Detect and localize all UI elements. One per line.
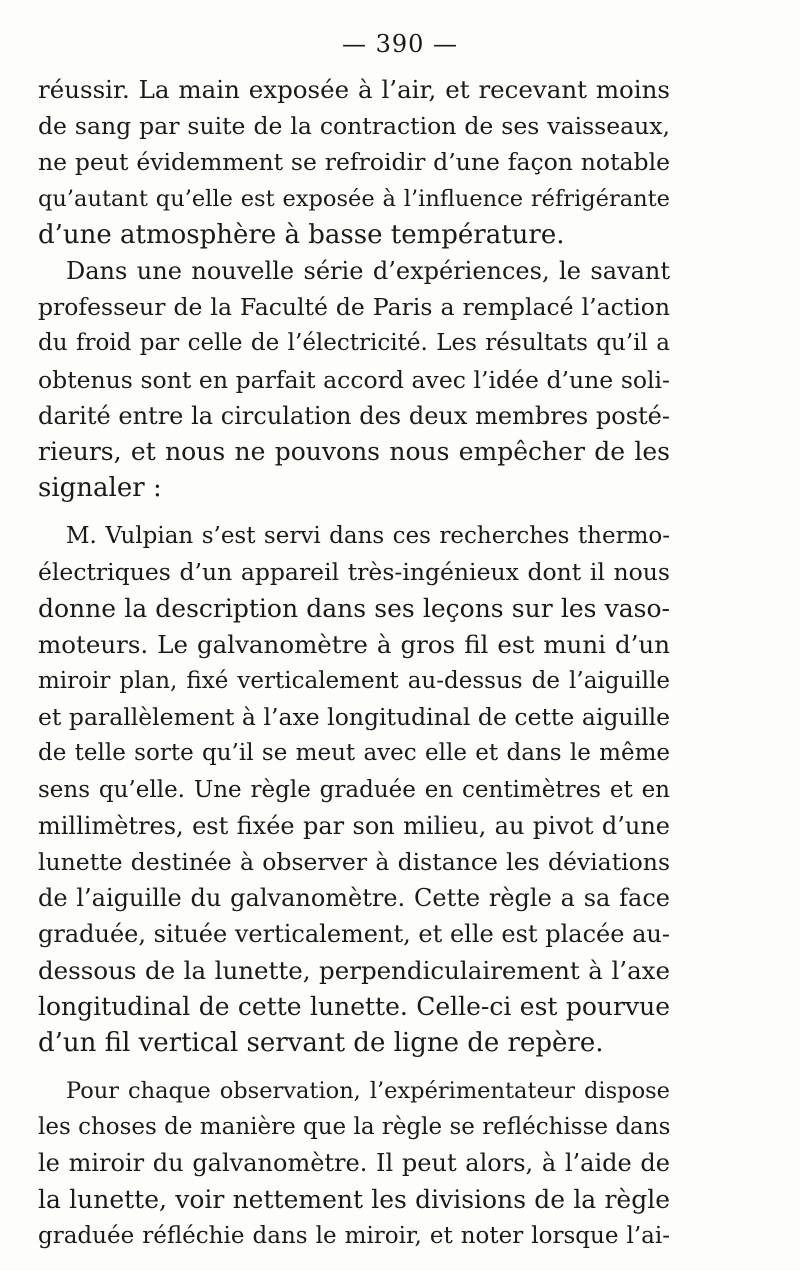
text-line: la lunette, voir nettement les divisions de la règle xyxy=(38,1184,670,1214)
text-line: ne peut évidemment se refroidir d’une façon notable xyxy=(38,148,670,177)
body-text xyxy=(38,72,670,1254)
text-line: miroir plan, fixé verticalement au-dessus de l’aiguille xyxy=(38,668,670,694)
text-line: de sang par suite de la contraction de ses vaisseaux, xyxy=(38,112,670,141)
paragraph xyxy=(38,1073,670,1254)
text-line: lunette destinée à observer à distance les déviations xyxy=(38,847,670,876)
paragraph xyxy=(38,518,670,1061)
text-line: sens qu’elle. Une règle graduée en centimètres et en xyxy=(38,776,670,803)
page-number: — 390 — xyxy=(341,30,459,58)
text-line: dessous de la lunette, perpendiculairement à l’axe xyxy=(38,955,670,985)
text-line: Pour chaque observation, l’expérimentateur dispose xyxy=(66,1078,670,1105)
paragraph-gap xyxy=(38,506,670,518)
text-line: les choses de manière que la règle se refléchisse dans xyxy=(38,1114,671,1141)
paragraph-gap xyxy=(38,1061,670,1073)
text-line: darité entre la circulation des deux membres posté- xyxy=(38,401,670,430)
text-line: le miroir du galvanomètre. Il peut alors, à l’aide de xyxy=(38,1149,670,1178)
text-line: rieurs, et nous ne pouvons nous empêcher de les xyxy=(38,436,670,466)
text-line: du froid par celle de l’électricité. Les résultats qu’il a xyxy=(38,330,670,357)
text-line: signaler : xyxy=(38,473,162,504)
text-line: électriques d’un appareil très-ingénieux dont il nous xyxy=(38,558,670,587)
text-line: longitudinal de cette lunette. Celle-ci est pourvue xyxy=(38,991,670,1021)
paragraph xyxy=(38,253,670,506)
paragraph xyxy=(38,72,670,253)
text-line: graduée, située verticalement, et elle est placée au- xyxy=(38,920,670,949)
text-line: qu’autant qu’elle est exposée à l’influence réfrigérante xyxy=(38,185,670,212)
text-line: donne la description dans ses leçons sur les vaso- xyxy=(38,593,670,623)
text-line: Dans une nouvelle série d’expériences, le savant xyxy=(66,256,670,285)
text-line: millimètres, est fixée par son milieu, au pivot d’une xyxy=(38,811,670,840)
text-line: réussir. La main exposée à l’air, et recevant moins xyxy=(38,75,670,104)
text-line: graduée réfléchie dans le miroir, et noter lorsque l’ai- xyxy=(38,1222,670,1249)
text-line: moteurs. Le galvanomètre à gros fil est muni d’un xyxy=(38,629,670,659)
text-line: de l’aiguille du galvanomètre. Cette règle a sa face xyxy=(38,884,670,913)
text-line: d’une atmosphère à basse température. xyxy=(38,219,565,250)
text-line: obtenus sont en parfait accord avec l’idée d’une soli- xyxy=(38,365,670,394)
text-line: de telle sorte qu’il se meut avec elle et dans le même xyxy=(38,740,670,767)
text-line: professeur de la Faculté de Paris a remplacé l’action xyxy=(38,293,670,322)
text-line: d’un fil vertical servant de ligne de repère. xyxy=(38,1027,604,1058)
text-line: et parallèlement à l’axe longitudinal de cette aiguille xyxy=(38,703,670,732)
text-line: M. Vulpian s’est servi dans ces recherches thermo- xyxy=(66,523,670,550)
